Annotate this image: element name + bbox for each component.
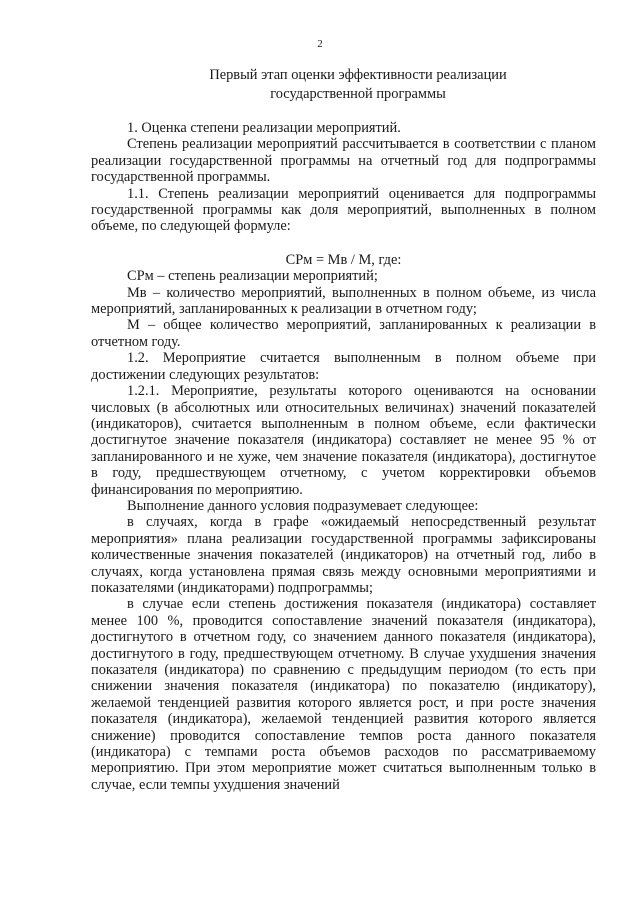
title-line: государственной программы bbox=[270, 86, 446, 102]
formula: СРм = Мв / М, где: bbox=[285, 251, 402, 268]
paragraph: Выполнение данного условия подразумевает следующее: bbox=[127, 497, 479, 514]
page-title bbox=[120, 66, 596, 104]
formula-definition: Мв – количество мероприятий, выполненных в полном объеме, из числа мероприятий, запланированных к реализации в отчетном году; bbox=[91, 284, 596, 318]
title-line: Первый этап оценки эффективности реализации bbox=[209, 67, 507, 83]
paragraph: в случае если степень достижения показателя (индикатора) составляет менее 100 %, проводится сопоставление значений показателя (индикатора), достигнутого в отчетном году, со значением данного показателя (индикатора), достигнутого в году, предшествующем отчетному. В случае ухудшения значения показателя (индикатора) по сравнению с предыдущим периодом (то есть при снижении значения показателя (индикатора) по показателю (индикатору), желаемой тенденцией развития которого является рост, и при росте значения показателя (индикатора), желаемой тенденцией развития которого является снижение) проводится сопоставление темпов роста данного показателя (индикатора) с темпами роста объемов расходов по рассматриваемому мероприятию. При этом мероприятие может считаться выполненным только в случае, если темпы ухудшения значений bbox=[91, 596, 596, 793]
paragraph: 1.1. Степень реализации мероприятий оценивается для подпрограммы государственной программы как доля мероприятий, выполненных в полном объеме, по следующей формуле: bbox=[91, 185, 596, 235]
page-number: 2 bbox=[317, 38, 323, 50]
formula-definition: СРм – степень реализации мероприятий; bbox=[127, 268, 378, 285]
paragraph: в случаях, когда в графе «ожидаемый непосредственный результат мероприятия» плана реализации государственной программы зафиксированы количественные значения показателей (индикаторов) на отчетный год, либо в случаях, когда установлена прямая связь между основными мероприятиями и показателями (индикаторами) подпрограммы; bbox=[91, 514, 596, 596]
formula-definition: М – общее количество мероприятий, запланированных к реализации в отчетном году. bbox=[91, 317, 596, 350]
section-heading: 1. Оценка степени реализации мероприятий. bbox=[127, 120, 401, 136]
paragraph: 1.2. Мероприятие считается выполненным в полном объеме при достижении следующих результатов: bbox=[91, 350, 596, 383]
document-body bbox=[91, 120, 596, 793]
paragraph: Степень реализации мероприятий рассчитывается в соответствии с планом реализации государственной программы на отчетный год для подпрограммы государственной программы. bbox=[91, 136, 596, 186]
paragraph: 1.2.1. Мероприятие, результаты которого оцениваются на основании числовых (в абсолютных или относительных величинах) значений показателей (индикаторов), считается выполненным в полном объеме, если фактически достигнутое значение показателя (индикатора) составляет не менее 95 % от запланированного и не хуже, чем значение показателя (индикатора), достигнутое в году, предшествующем отчетному, с учетом корректировки объемов финансирования по мероприятию. bbox=[91, 383, 596, 498]
